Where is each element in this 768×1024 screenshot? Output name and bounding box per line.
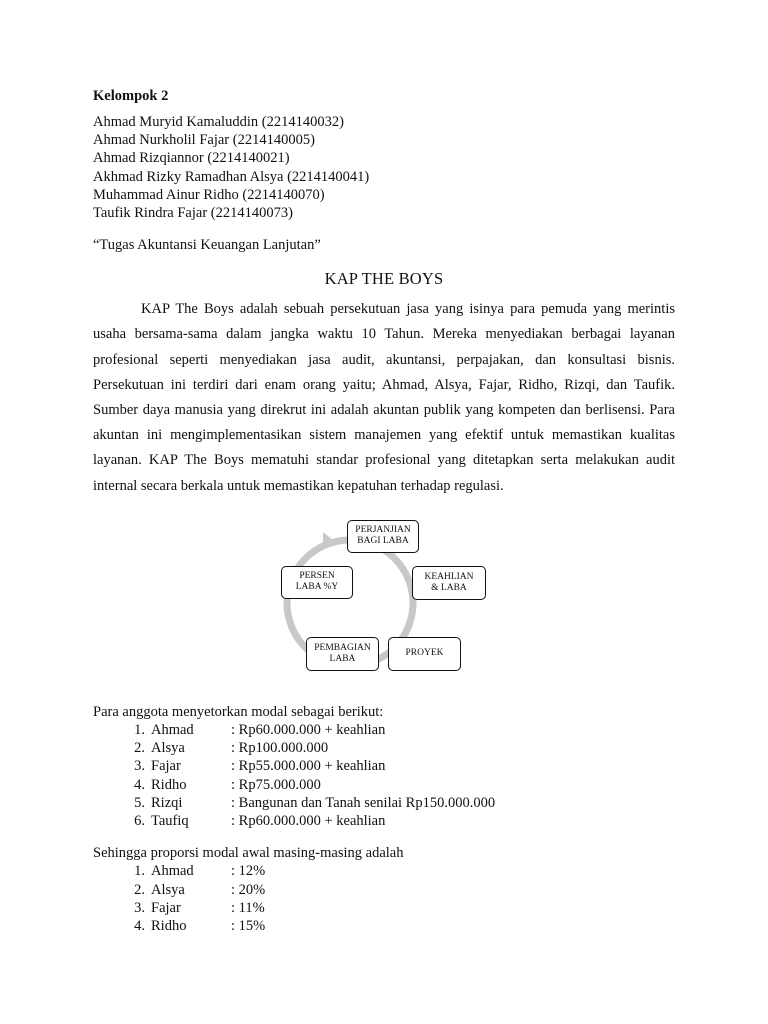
list-item (93, 881, 675, 899)
proportion-value: : 15% (231, 918, 266, 935)
capital-value: : Rp55.000.000 + keahlian (231, 758, 386, 775)
box-keahlian-laba (412, 566, 486, 600)
member-name: Alsya (151, 881, 185, 898)
box-perjanjian-bagi-laba (347, 520, 419, 553)
capital-value: : Bangunan dan Tanah senilai Rp150.000.000 (231, 794, 496, 811)
list-item (93, 757, 675, 775)
capital-value: : Rp60.000.000 + keahlian (231, 813, 386, 830)
box-line: KEAHLIAN (424, 571, 474, 582)
proportion-value: : 11% (231, 899, 265, 916)
list-item (93, 721, 675, 739)
member-name: Alsya (151, 740, 185, 757)
member-item: Muhammad Ainur Ridho (2214140070) (93, 186, 325, 203)
list-item (93, 899, 675, 917)
box-line: & LABA (431, 582, 467, 593)
member-name: Fajar (151, 758, 181, 775)
group-title: Kelompok 2 (93, 88, 169, 104)
list-number: 2. (134, 740, 145, 757)
member-name: Fajar (151, 899, 181, 916)
box-pembagian-laba (306, 637, 379, 671)
list-item (93, 812, 675, 830)
capital-value: : Rp60.000.000 + keahlian (231, 722, 386, 739)
capital-intro: Para anggota menyetorkan modal sebagai berikut: (93, 703, 384, 720)
list-number: 1. (134, 863, 145, 880)
document-page (93, 86, 675, 935)
member-name: Rizqi (151, 794, 183, 811)
member-name: Ahmad (151, 863, 194, 880)
list-item (93, 776, 675, 794)
box-line: PROYEK (405, 648, 444, 659)
box-line: LABA %Y (295, 582, 339, 593)
member-name: Taufiq (151, 813, 189, 830)
body-paragraph: KAP The Boys adalah sebuah persekutuan jasa yang isinya para pemuda yang merintis usaha bersama-sama dalam jangka waktu 10 Tahun. Mereka menyediakan berbagai layanan profesional seperti menyediakan jasa audit, akuntansi, perpajakan, dan konsultasi bisnis. Persekutuan ini terdiri dari enam orang yaitu; Ahmad, Alsya, Fajar, Ridho, Rizqi, dan Taufik. Sumber daya manusia yang direkrut ini adalah akuntan publik yang kompeten dan berlisensi. Para akuntan ini mengimplementasikan sistem manajemen yang efektif untuk memastikan kualitas layanan. KAP The Boys mematuhi standar profesional yang ditetapkan serta melakukan audit internal secara berkala untuk memastikan kepatuhan terhadap regulasi. (93, 301, 675, 494)
box-line: PERSEN (299, 571, 335, 582)
course-title: “Tugas Akuntansi Keuangan Lanjutan” (93, 237, 321, 254)
member-item: Taufik Rindra Fajar (2214140073) (93, 205, 293, 222)
list-number: 1. (134, 722, 145, 739)
member-name: Ridho (151, 776, 187, 793)
capital-value: : Rp75.000.000 (231, 776, 321, 793)
list-number: 4. (134, 918, 145, 935)
proportion-list (93, 862, 675, 935)
proportion-value: : 12% (231, 863, 266, 880)
list-number: 3. (134, 758, 145, 775)
list-number: 2. (134, 881, 145, 898)
box-line: LABA (329, 653, 356, 664)
member-name: Ridho (151, 918, 187, 935)
member-list (93, 113, 675, 222)
member-item: Akhmad Rizky Ramadhan Alsya (2214140041) (93, 168, 370, 185)
list-item (93, 917, 675, 935)
proportion-intro: Sehingga proporsi modal awal masing-masing adalah (93, 845, 404, 862)
box-proyek (388, 637, 461, 671)
member-item: Ahmad Nurkholil Fajar (2214140005) (93, 132, 315, 149)
member-item: Ahmad Rizqiannor (2214140021) (93, 150, 290, 167)
member-item: Ahmad Muryid Kamaluddin (2214140032) (93, 114, 344, 130)
capital-list (93, 721, 675, 830)
box-line: BAGI LABA (357, 536, 409, 547)
box-persen-laba (281, 566, 353, 599)
document-title: KAP THE BOYS (324, 269, 444, 289)
list-item (93, 862, 675, 880)
list-number: 6. (134, 813, 145, 830)
list-number: 5. (134, 794, 145, 811)
list-number: 4. (134, 776, 145, 793)
box-line: PEMBAGIAN (314, 642, 371, 653)
box-line: PERJANJIAN (355, 525, 411, 536)
capital-value: : Rp100.000.000 (231, 740, 329, 757)
list-number: 3. (134, 899, 145, 916)
list-item (93, 739, 675, 757)
cycle-diagram (93, 518, 675, 690)
list-item (93, 794, 675, 812)
member-name: Ahmad (151, 722, 194, 739)
proportion-value: : 20% (231, 881, 266, 898)
